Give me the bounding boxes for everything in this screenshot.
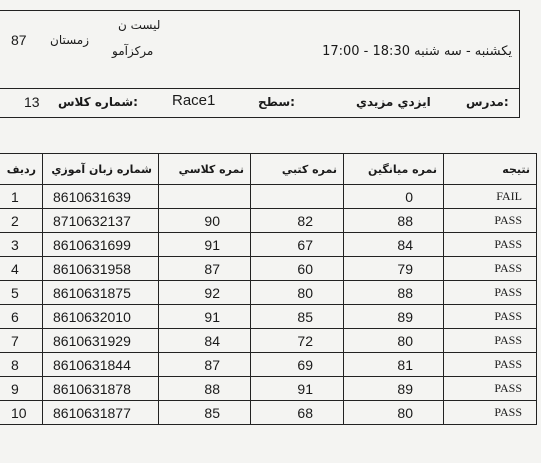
class-number: 13 [24, 94, 40, 110]
cell-class-grade: 92 [159, 281, 251, 305]
cell-written-grade: 91 [251, 377, 344, 401]
cell-class-grade: 85 [159, 401, 251, 425]
cell-radif: 9 [0, 377, 43, 401]
cell-written-grade: 67 [251, 233, 344, 257]
table-row [0, 305, 537, 329]
cell-result: PASS [444, 233, 537, 257]
table-row [0, 209, 537, 233]
header-class-grade: نمره كلاسي [159, 154, 251, 185]
level-value: Race1 [172, 92, 216, 109]
cell-student-no: 8610631958 [43, 257, 159, 281]
cell-result: PASS [444, 281, 537, 305]
cell-student-no: 8610631639 [43, 185, 159, 209]
cell-radif: 5 [0, 281, 43, 305]
cell-average-grade: 88 [344, 209, 444, 233]
cell-written-grade [251, 185, 344, 209]
table-row [0, 281, 537, 305]
grades-table [0, 153, 537, 425]
cell-average-grade: 84 [344, 233, 444, 257]
cell-radif: 8 [0, 353, 43, 377]
table-row [0, 329, 537, 353]
cell-written-grade: 60 [251, 257, 344, 281]
header-result: نتيجه [444, 154, 537, 185]
cell-average-grade: 79 [344, 257, 444, 281]
header-average-grade: نمره ميانگين [344, 154, 444, 185]
cell-class-grade: 87 [159, 353, 251, 377]
cell-student-no: 8710632137 [43, 209, 159, 233]
cell-average-grade: 89 [344, 305, 444, 329]
cell-written-grade: 68 [251, 401, 344, 425]
cell-student-no: 8610631699 [43, 233, 159, 257]
cell-written-grade: 82 [251, 209, 344, 233]
cell-class-grade: 90 [159, 209, 251, 233]
cell-class-grade: 84 [159, 329, 251, 353]
cell-result: PASS [444, 377, 537, 401]
cell-radif: 7 [0, 329, 43, 353]
cell-result: PASS [444, 353, 537, 377]
cell-average-grade: 80 [344, 329, 444, 353]
header-student-no: شماره زبان آموزي [43, 154, 159, 185]
cell-written-grade: 85 [251, 305, 344, 329]
header-radif: رديف [0, 154, 43, 185]
cell-radif: 3 [0, 233, 43, 257]
cell-radif: 1 [0, 185, 43, 209]
cell-student-no: 8610631929 [43, 329, 159, 353]
cell-radif: 6 [0, 305, 43, 329]
season-name: زمستان [50, 33, 90, 47]
cell-student-no: 8610632010 [43, 305, 159, 329]
table-row [0, 353, 537, 377]
cell-result: PASS [444, 257, 537, 281]
center-name: مركزآمو [112, 44, 154, 58]
cell-student-no: 8610631875 [43, 281, 159, 305]
class-number-label: شماره كلاس: [58, 95, 138, 109]
cell-written-grade: 80 [251, 281, 344, 305]
table-row [0, 401, 537, 425]
level-label: سطح: [258, 95, 295, 109]
table-row [0, 185, 537, 209]
cell-radif: 2 [0, 209, 43, 233]
cell-result: PASS [444, 209, 537, 233]
cell-class-grade: 87 [159, 257, 251, 281]
cell-average-grade: 80 [344, 401, 444, 425]
header-written-grade: نمره كتبي [251, 154, 344, 185]
cell-student-no: 8610631877 [43, 401, 159, 425]
list-title: ليست ن [118, 18, 161, 32]
cell-class-grade: 91 [159, 305, 251, 329]
cell-average-grade: 89 [344, 377, 444, 401]
cell-written-grade: 69 [251, 353, 344, 377]
cell-average-grade: 81 [344, 353, 444, 377]
cell-class-grade: 88 [159, 377, 251, 401]
teacher-name: ايزدي مزيدي [356, 95, 431, 109]
teacher-label: مدرس: [466, 95, 509, 109]
cell-average-grade: 0 [344, 185, 444, 209]
cell-class-grade: 91 [159, 233, 251, 257]
cell-radif: 4 [0, 257, 43, 281]
table-row [0, 377, 537, 401]
header-divider [0, 88, 520, 89]
cell-result: PASS [444, 305, 537, 329]
class-schedule: يكشنبه - سه شنبه 18:30 - 17:00 [322, 44, 512, 59]
cell-student-no: 8610631844 [43, 353, 159, 377]
cell-result: PASS [444, 401, 537, 425]
cell-radif: 10 [0, 401, 43, 425]
table-header-row [0, 154, 537, 185]
table-row [0, 257, 537, 281]
cell-class-grade [159, 185, 251, 209]
cell-written-grade: 72 [251, 329, 344, 353]
cell-student-no: 8610631878 [43, 377, 159, 401]
table-row [0, 233, 537, 257]
cell-result: FAIL [444, 185, 537, 209]
season-code: 87 [11, 32, 27, 48]
cell-result: PASS [444, 329, 537, 353]
cell-average-grade: 88 [344, 281, 444, 305]
